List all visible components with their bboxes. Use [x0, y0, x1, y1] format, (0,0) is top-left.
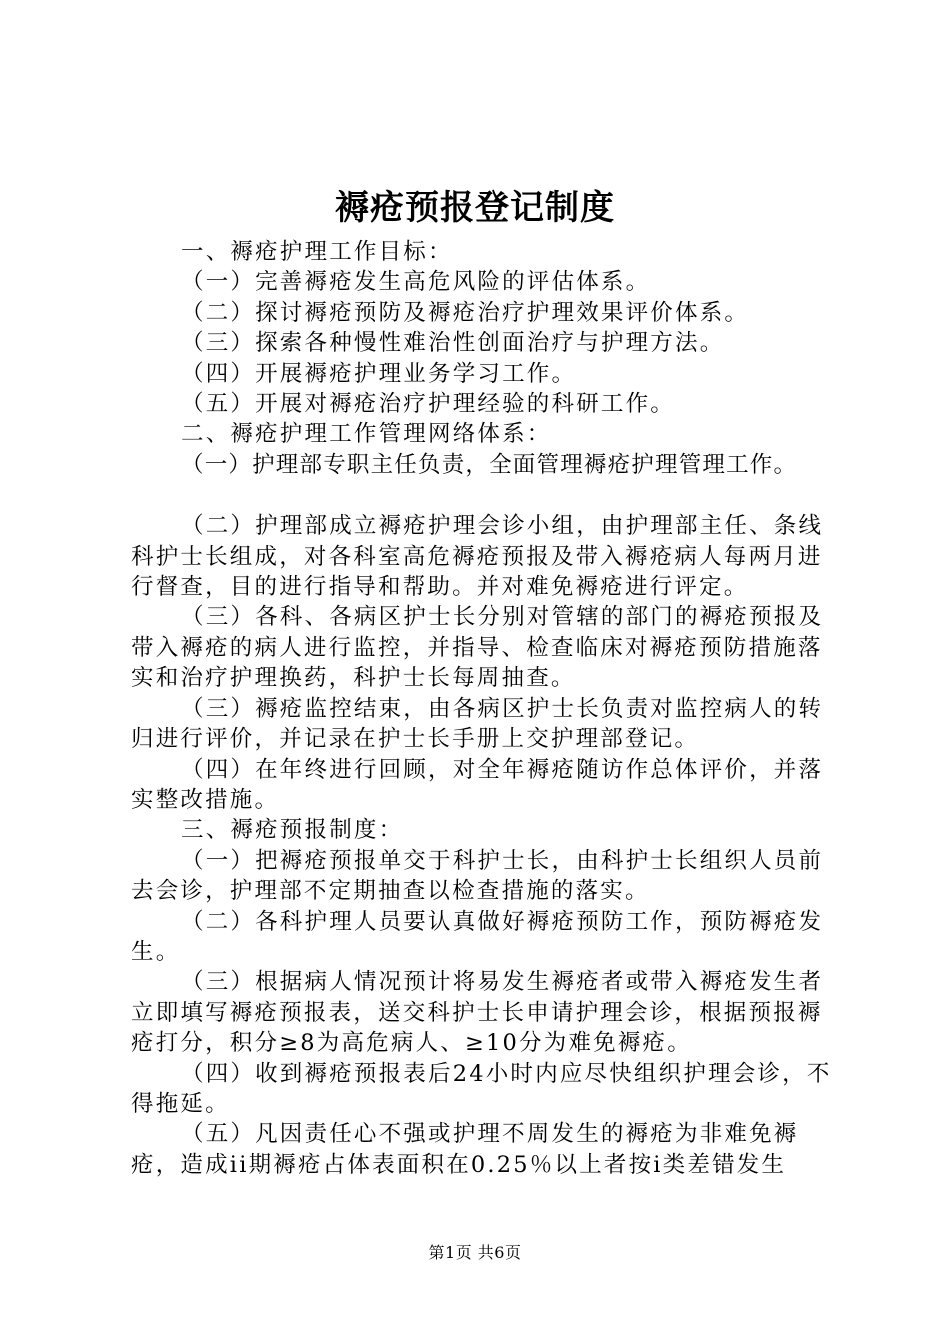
- document-body: [131, 237, 843, 1180]
- paragraph: （二）探讨褥疮预防及褥疮治疗护理效果评价体系。: [181, 299, 750, 326]
- paragraph: （四）开展褥疮护理业务学习工作。: [181, 360, 577, 387]
- paragraph: （一）把褥疮预报单交于科护士长，由科护士长组织人员前去会诊，护理部不定期抽查以检查措施的落实。: [131, 847, 824, 905]
- paragraph: （二）护理部成立褥疮护理会诊小组，由护理部主任、条线科护士长组成，对各科室高危褥疮预报及带入褥疮病人每两月进行督查，目的进行指导和帮助。并对难免褥疮进行评定。: [131, 513, 824, 601]
- paragraph: （三）根据病人情况预计将易发生褥疮者或带入褥疮发生者立即填写褥疮预报表，送交科护士长申请护理会诊，根据预报褥疮打分，积分≥8为高危病人、≥10分为难免褥疮。: [131, 969, 824, 1057]
- paragraph: （五）开展对褥疮治疗护理经验的科研工作。: [181, 391, 676, 418]
- paragraph: （三）探索各种慢性难治性创面治疗与护理方法。: [181, 330, 725, 357]
- paragraph: （三）褥疮监控结束，由各病区护士长负责对监控病人的转归进行评价，并记录在护士长手册上交护理部登记。: [131, 695, 824, 753]
- document-title: 褥疮预报登记制度: [335, 188, 615, 228]
- section-heading-3: 三、褥疮预报制度：: [181, 817, 404, 844]
- section-heading-1: 一、褥疮护理工作目标：: [181, 239, 453, 265]
- paragraph: （三）各科、各病区护士长分别对管辖的部门的褥疮预报及带入褥疮的病人进行监控，并指导、检查临床对褥疮预防措施落实和治疗护理换药，科护士长每周抽查。: [131, 604, 824, 692]
- paragraph: （二）各科护理人员要认真做好褥疮预防工作，预防褥疮发生。: [131, 908, 824, 965]
- paragraph: （四）在年终进行回顾，对全年褥疮随访作总体评价，并落实整改措施。: [131, 756, 824, 813]
- paragraph: （一）完善褥疮发生高危风险的评估体系。: [181, 269, 651, 296]
- blank-line: [131, 480, 843, 511]
- paragraph: （五）凡因责任心不强或护理不周发生的褥疮为非难免褥疮，造成ii期褥疮占体表面积在0.25％以上者按i类差错发生: [131, 1121, 799, 1178]
- paragraph: （一）护理部专职主任负责，全面管理褥疮护理管理工作。: [181, 451, 798, 478]
- section-heading-2: 二、褥疮护理工作管理网络体系：: [181, 421, 552, 448]
- paragraph: （四）收到褥疮预报表后24小时内应尽快组织护理会诊，不得拖延。: [131, 1060, 832, 1117]
- page-footer: 第1页 共6页: [428, 1243, 522, 1262]
